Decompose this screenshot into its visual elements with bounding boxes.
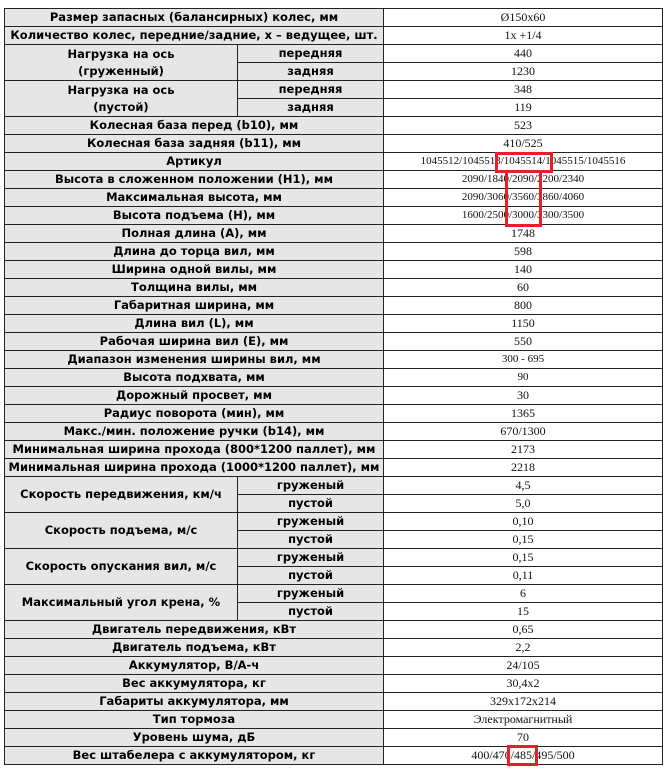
value-cell: 1150	[384, 315, 663, 333]
table-row	[5, 441, 663, 459]
table-row	[5, 297, 663, 315]
param-label: Габаритная ширина, мм	[5, 297, 384, 315]
param-label: Минимальная ширина прохода (1000*1200 паллет), мм	[5, 459, 384, 477]
table-row	[5, 387, 663, 405]
value-cell: 5,0	[384, 495, 663, 513]
sub-label: пустой	[238, 567, 384, 585]
group-label: Скорость подъема, м/с	[5, 513, 238, 549]
sub-label: груженый	[238, 513, 384, 531]
value-cell: 410/525	[384, 135, 663, 153]
table-row	[5, 333, 663, 351]
sub-label: груженый	[238, 477, 384, 495]
param-label: Двигатель подъема, кВт	[5, 639, 384, 657]
value-cell: 4,5	[384, 477, 663, 495]
param-label: Уровень шума, дБ	[5, 729, 384, 747]
value-cell: 60	[384, 279, 663, 297]
table-row	[5, 27, 663, 45]
table-row	[5, 243, 663, 261]
value-cell: 2173	[384, 441, 663, 459]
table-row	[5, 207, 663, 225]
value-cell: 1365	[384, 405, 663, 423]
value-cell: 550	[384, 333, 663, 351]
value-cell: 24/105	[384, 657, 663, 675]
param-label: Размер запасных (балансирных) колес, мм	[5, 9, 384, 27]
param-label: Ширина одной вилы, мм	[5, 261, 384, 279]
value-cell: 0,10	[384, 513, 663, 531]
value-cell: 440	[384, 45, 663, 63]
table-row	[5, 585, 663, 603]
value-cell: 1230	[384, 63, 663, 81]
group-label-line: (пустой)	[93, 99, 149, 114]
group-label-line: Нагрузка на ось	[67, 82, 175, 97]
param-label: Высота в сложенном положении (H1), мм	[5, 171, 384, 189]
param-label: Аккумулятор, В/А-ч	[5, 657, 384, 675]
table-row	[5, 351, 663, 369]
group-label-line: (груженный)	[78, 63, 164, 78]
value-cell: 6	[384, 585, 663, 603]
param-label: Длина до торца вил, мм	[5, 243, 384, 261]
param-label: Длина вил (L), мм	[5, 315, 384, 333]
sub-label: груженый	[238, 585, 384, 603]
table-row	[5, 477, 663, 495]
table-row	[5, 45, 663, 63]
sub-label: передняя	[238, 81, 384, 99]
table-row	[5, 369, 663, 387]
sub-label: пустой	[238, 531, 384, 549]
value-cell: 0,15	[384, 549, 663, 567]
table-row	[5, 513, 663, 531]
value-cell: 1748	[384, 225, 663, 243]
value-cell: 1045512/1045513/1045514/1045515/1045516	[384, 153, 663, 171]
table-row	[5, 135, 663, 153]
param-label: Толщина вилы, мм	[5, 279, 384, 297]
value-cell: 2090/3060/3560/3860/4060	[384, 189, 663, 207]
table-row	[5, 675, 663, 693]
group-label: Скорость передвижения, км/ч	[5, 477, 238, 513]
value-cell: 119	[384, 99, 663, 117]
value-cell: Электромагнитный	[384, 711, 663, 729]
param-label: Вес штабелера с аккумулятором, кг	[5, 747, 384, 765]
value-cell: 30	[384, 387, 663, 405]
value-cell: 523	[384, 117, 663, 135]
table-row	[5, 711, 663, 729]
value-cell: 0,11	[384, 567, 663, 585]
table-row	[5, 657, 663, 675]
table-row	[5, 261, 663, 279]
value-cell: 329х172х214	[384, 693, 663, 711]
value-cell: 70	[384, 729, 663, 747]
value-cell: 400/470/485/495/500	[384, 747, 663, 765]
param-label: Высота подхвата, мм	[5, 369, 384, 387]
table-row	[5, 459, 663, 477]
value-cell: 15	[384, 603, 663, 621]
table-row	[5, 639, 663, 657]
table-row	[5, 225, 663, 243]
sub-label: задняя	[238, 63, 384, 81]
value-cell: 300 - 695	[384, 351, 663, 369]
param-label: Колесная база задняя (b11), мм	[5, 135, 384, 153]
table-row	[5, 621, 663, 639]
param-label: Радиус поворота (мин), мм	[5, 405, 384, 423]
param-label: Дорожный просвет, мм	[5, 387, 384, 405]
value-cell: 90	[384, 369, 663, 387]
param-label: Колесная база перед (b10), мм	[5, 117, 384, 135]
table-row	[5, 153, 663, 171]
value-cell: 2090/1840/2090/2200/2340	[384, 171, 663, 189]
group-label-line: Нагрузка на ось	[67, 46, 175, 61]
param-label: Рабочая ширина вил (E), мм	[5, 333, 384, 351]
param-label: Вес аккумулятора, кг	[5, 675, 384, 693]
spec-table	[4, 8, 663, 765]
param-label: Количество колес, передние/задние, х – ведущее, шт.	[5, 27, 384, 45]
group-label	[5, 81, 238, 117]
value-cell: 2,2	[384, 639, 663, 657]
param-label: Макс./мин. положение ручки (b14), мм	[5, 423, 384, 441]
table-row	[5, 729, 663, 747]
sub-label: передняя	[238, 45, 384, 63]
param-label: Диапазон изменения ширины вил, мм	[5, 351, 384, 369]
value-cell: 598	[384, 243, 663, 261]
sub-label: груженый	[238, 549, 384, 567]
param-label: Тип тормоза	[5, 711, 384, 729]
value-cell: 2218	[384, 459, 663, 477]
table-row	[5, 117, 663, 135]
value-cell: 0,65	[384, 621, 663, 639]
param-label: Высота подъема (H), мм	[5, 207, 384, 225]
param-label: Артикул	[5, 153, 384, 171]
value-cell: 1600/2500/3000/3300/3500	[384, 207, 663, 225]
table-row	[5, 279, 663, 297]
table-row	[5, 405, 663, 423]
table-row	[5, 423, 663, 441]
param-label: Двигатель передвижения, кВт	[5, 621, 384, 639]
group-label: Скорость опускания вил, м/с	[5, 549, 238, 585]
param-label: Минимальная ширина прохода (800*1200 паллет), мм	[5, 441, 384, 459]
table-row	[5, 9, 663, 27]
group-label: Максимальный угол крена, %	[5, 585, 238, 621]
sub-label: пустой	[238, 603, 384, 621]
value-cell: 348	[384, 81, 663, 99]
table-row	[5, 315, 663, 333]
value-cell: 1х +1/4	[384, 27, 663, 45]
table-row	[5, 693, 663, 711]
value-cell: 140	[384, 261, 663, 279]
sub-label: задняя	[238, 99, 384, 117]
value-cell: 670/1300	[384, 423, 663, 441]
table-row	[5, 171, 663, 189]
value-cell: Ø150х60	[384, 9, 663, 27]
param-label: Максимальная высота, мм	[5, 189, 384, 207]
group-label	[5, 45, 238, 81]
value-cell: 800	[384, 297, 663, 315]
param-label: Полная длина (A), мм	[5, 225, 384, 243]
table-row	[5, 747, 663, 765]
value-cell: 0,15	[384, 531, 663, 549]
table-row	[5, 189, 663, 207]
sub-label: пустой	[238, 495, 384, 513]
table-row	[5, 81, 663, 99]
param-label: Габариты аккумулятора, мм	[5, 693, 384, 711]
table-row	[5, 549, 663, 567]
value-cell: 30,4х2	[384, 675, 663, 693]
